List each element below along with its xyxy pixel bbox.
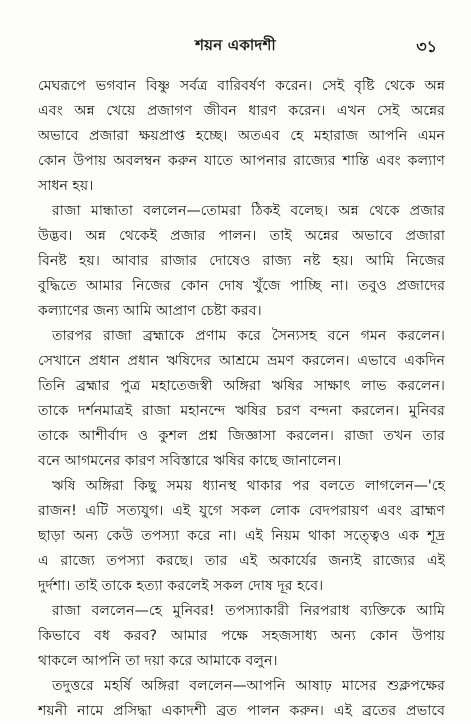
page-number: ৩১	[416, 37, 437, 56]
text-line: কোন উপায় অবলম্বন করুন যাতে আপনার রাজ্যের শান্তি এবং কল্যাণ	[38, 153, 445, 169]
text-line: তাকে দর্শনমাত্রই রাজা মহানন্দে ঋষির চরণ বন্দনা করলেন। মুনিবর	[38, 403, 445, 419]
text-line: থাকলে আপনি তা দয়া করে আমাকে বলুন।	[38, 653, 278, 669]
text-line: তাকে আশীর্বাদ ও কুশল প্রশ্ন জিজ্ঞাসা করলেন। রাজা তখন তার	[38, 428, 445, 444]
text-line: তিনি ব্রহ্মার পুত্র মহাতেজস্বী অঙ্গিরা ঋষির সাক্ষাৎ লাভ করলেন।	[38, 378, 445, 394]
text-line: মেঘরূপে ভগবান বিষ্ণু সর্বত্র বারিবর্ষণ করেন। সেই বৃষ্টি থেকে অন্ন	[38, 78, 445, 94]
text-line: বনে আগমনের কারণ সবিস্তারে ঋষির কাছে জানালেন।	[38, 453, 342, 469]
text-line: সেখানে প্রধান প্রধান ঋষিদের আশ্রমে ভ্রমণ করলেন। এভাবে একদিন	[38, 353, 445, 369]
body-text	[38, 74, 445, 724]
text-line: বুদ্ধিতে আমার নিজের কোন দোষ খুঁজে পাচ্ছি না। তবুও প্রজাদের	[38, 278, 445, 294]
text-line: শয়নী নামে প্রসিদ্ধা একাদশী ব্রত পালন করুন। এই ব্রতের প্রভাবে	[38, 703, 445, 719]
text-line: কিভাবে বধ করব? আমার পক্ষে সহজসাধ্য অন্য কোন উপায়	[38, 628, 445, 644]
text-line: বিনষ্ট হয়। আবার রাজার দোষেও রাজ্য নষ্ট হয়। আমি নিজের	[38, 253, 445, 269]
text-line: এবং অন্ন খেয়ে প্রজাগণ জীবন ধারণ করেন। এখন সেই অন্নের	[38, 103, 445, 119]
text-line: অভাবে প্রজারা ক্ষয়প্রাপ্ত হচ্ছে। অতএব হে মহারাজ আপনি এমন	[38, 128, 445, 144]
text-line: কল্যাণের জন্য আমি আপ্রাণ চেষ্টা করব।	[38, 303, 262, 319]
text-line: সাধন হয়।	[38, 178, 94, 194]
text-line: উদ্ভব। অন্ন থেকেই প্রজার পালন। তাই অন্নের অভাবে প্রজারা	[38, 228, 445, 244]
text-line: তারপর রাজা ব্রহ্মাকে প্রণাম করে সৈন্যসহ বনে গমন করলেন।	[52, 328, 445, 344]
text-line: এ রাজ্যে তপস্যা করছে। তার এই অকার্যের জন্যই রাজ্যের এই	[38, 553, 445, 569]
text-line: ঋষি অঙ্গিরা কিছু সময় ধ্যানস্থ থাকার পর বলতে লাগলেন—'হে	[52, 478, 445, 494]
text-line: রাজা বললেন—হে মুনিবর! তপস্যাকারী নিরপরাধ ব্যক্তিকে আমি	[52, 603, 445, 619]
text-line: দুর্দশা। তাই তাকে হত্যা করলেই সকল দোষ দূর হবে।	[38, 578, 324, 594]
text-line: রাজন! এটি সত্যযুগ। এই যুগে সকল লোক বেদপরায়ণ এবং ব্রাহ্মণ	[38, 503, 445, 519]
text-line: তদুত্তরে মহর্ষি অঙ্গিরা বললেন—আপনি আষাঢ় মাসের শুক্লপক্ষের	[52, 678, 445, 694]
running-header	[0, 34, 471, 56]
text-line: ছাড়া অন্য কেউ তপস্যা করে না। এই নিয়ম থাকা সত্ত্বেও এক শূদ্র	[38, 528, 445, 544]
chapter-title: শয়ন একাদশী	[195, 36, 276, 54]
text-line: রাজা মান্ধাতা বললেন—তোমরা ঠিকই বলেছ। অন্ন থেকে প্রজার	[52, 203, 445, 219]
